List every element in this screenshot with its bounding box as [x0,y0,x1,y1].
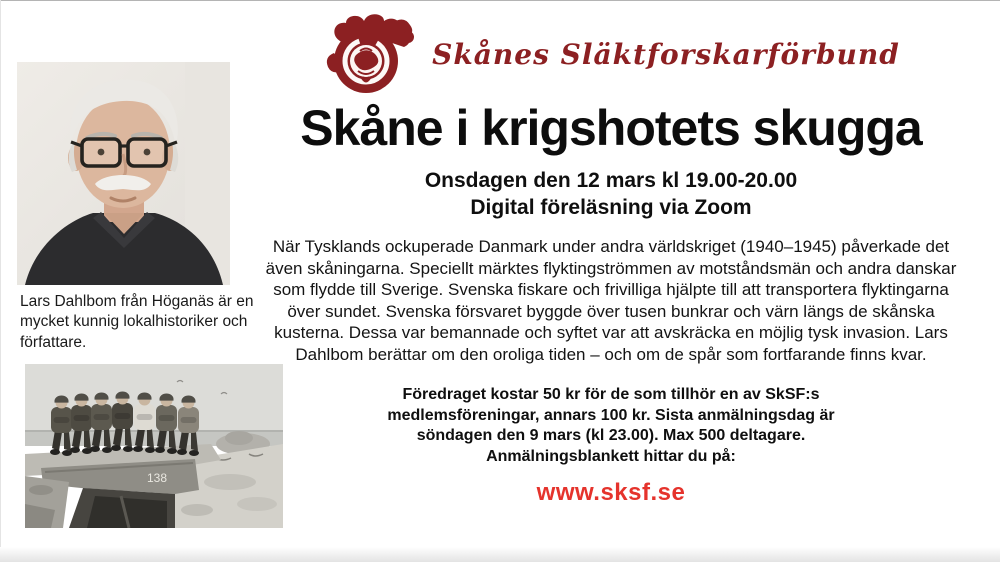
org-header [240,12,982,96]
website-link[interactable]: www.sksf.se [536,479,686,506]
slide-top-border [0,0,1000,1]
event-description: När Tysklands ockuperade Danmark under andra världskriget (1940–1945) påverkade det även skåningarna. Speciellt märktes flyktingströmmen av motståndsmän och andra danskar som flydde till Sverige. Svenska fiskare och frivilliga hjälpte till att transportera flyktingarna över sundet. Svenska försvaret byggde över tusen bunkrar och värn längs de skånska kusterna. Dessa var bemannade och syftet var att avskräcka en möjlig tysk invasion. Lars Dahlbom berättar om den oroliga tiden – och om de spår som fortfarande finns kvar. [265,237,957,364]
org-name: Skånes Släktforskarförbund [432,37,900,71]
event-datetime: Onsdagen den 12 mars kl 19.00-20.00 [424,169,798,192]
event-title: Skåne i krigshotets skugga [300,100,922,156]
registration-info: Föredraget kostar 50 kr för de som tillhör en av SkSF:s medlemsföreningar, annars 100 kr. Sista anmälningsdag är söndagen den 9 mars (kl 23.00). Max 500 deltagare. Anmälningsblankett hittar du på: [387,386,835,465]
event-format: Digital föreläsning via Zoom [470,196,752,219]
speaker-portrait-photo [17,62,230,285]
slide-left-border [0,0,1,562]
speaker-caption: Lars Dahlbom från Höganäs är en mycket kunnig lokalhistoriker och författare. [20,293,254,351]
slide-bottom-edge [0,547,1000,562]
bunker-number-label: 138 [147,471,168,485]
griffin-seal-icon [322,13,418,95]
flyer-content [240,12,982,507]
